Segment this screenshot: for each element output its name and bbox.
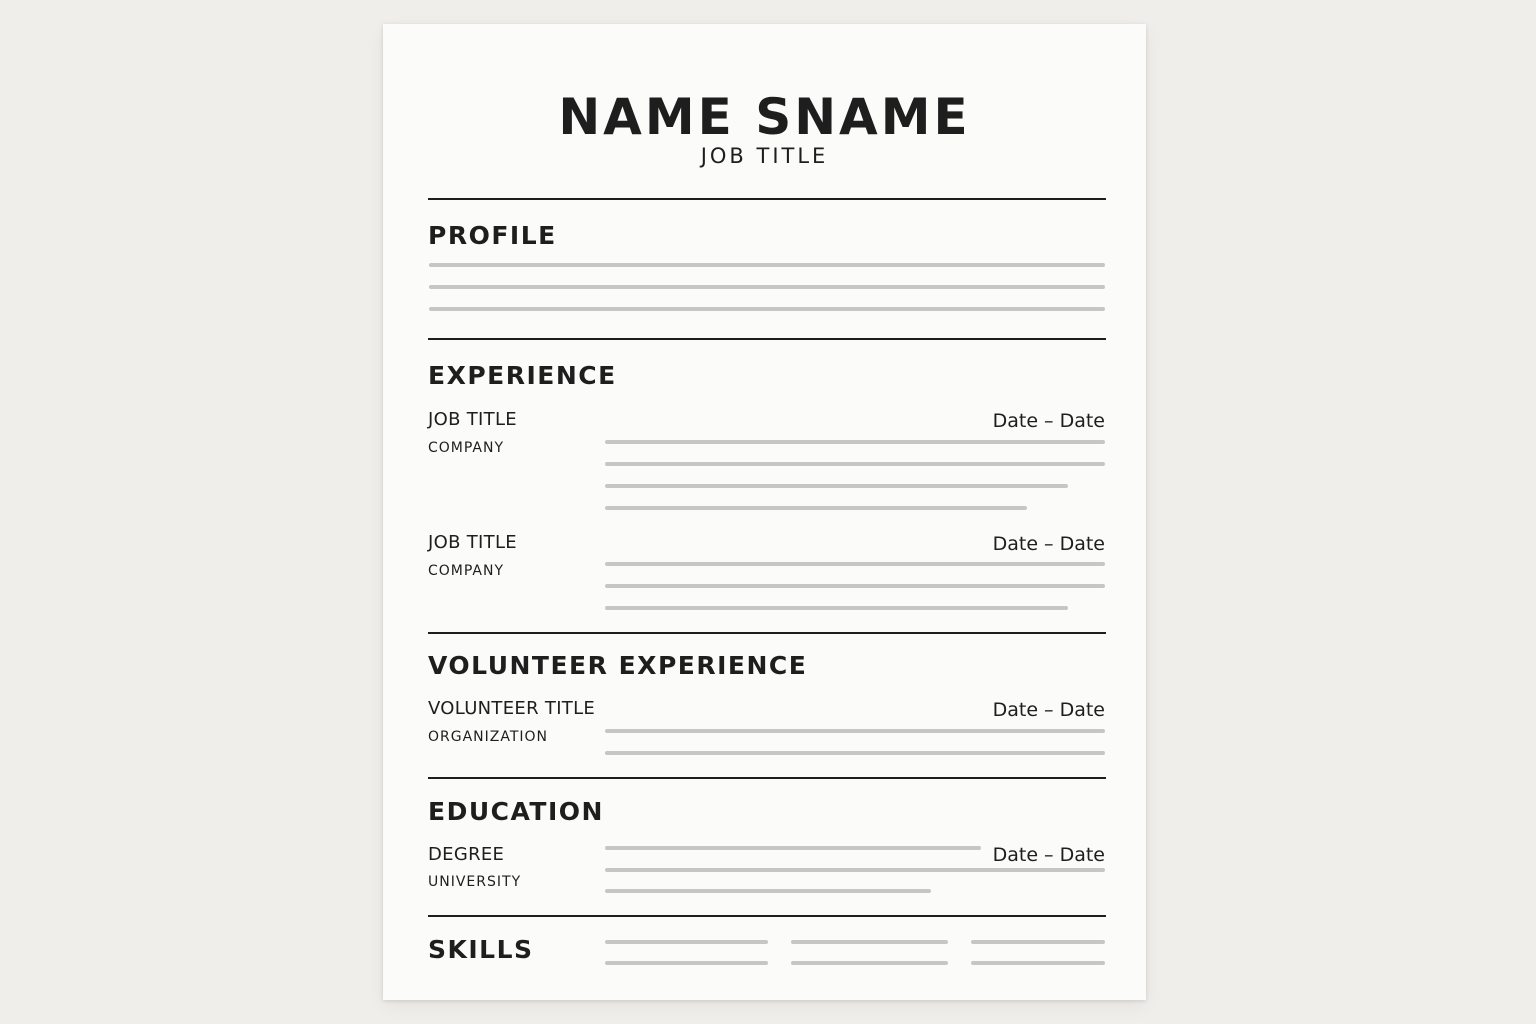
resume-job-title: JOB TITLE — [700, 144, 829, 168]
divider — [428, 198, 1106, 200]
placeholder-line — [429, 263, 1105, 267]
date-range: Date – Date — [992, 844, 1105, 866]
divider — [428, 338, 1106, 340]
divider — [428, 632, 1106, 634]
date-range: Date – Date — [992, 410, 1105, 432]
profile-heading: PROFILE — [428, 221, 557, 250]
placeholder-line — [791, 940, 948, 944]
placeholder-line — [605, 484, 1068, 488]
placeholder-line — [605, 846, 981, 850]
company-name: COMPANY — [428, 563, 505, 579]
placeholder-line — [605, 729, 1105, 733]
placeholder-line — [605, 606, 1068, 610]
job-title: JOB TITLE — [428, 409, 517, 430]
university-name: UNIVERSITY — [428, 874, 522, 890]
resume-page — [383, 24, 1146, 1000]
resume-name: NAME SNAME — [558, 88, 971, 146]
volunteer-heading: VOLUNTEER EXPERIENCE — [428, 651, 808, 680]
placeholder-line — [971, 961, 1105, 965]
placeholder-line — [429, 285, 1105, 289]
placeholder-line — [605, 940, 768, 944]
education-heading: EDUCATION — [428, 797, 604, 826]
placeholder-line — [605, 506, 1027, 510]
degree: DEGREE — [428, 844, 505, 865]
job-title: JOB TITLE — [428, 532, 517, 553]
placeholder-line — [429, 307, 1105, 311]
organization-name: ORGANIZATION — [428, 729, 549, 745]
placeholder-line — [605, 961, 768, 965]
placeholder-line — [605, 440, 1105, 444]
divider — [428, 915, 1106, 917]
placeholder-line — [605, 751, 1105, 755]
placeholder-line — [605, 562, 1105, 566]
placeholder-line — [605, 868, 1105, 872]
placeholder-line — [605, 462, 1105, 466]
skills-heading: SKILLS — [428, 935, 534, 964]
volunteer-title: VOLUNTEER TITLE — [428, 698, 596, 719]
date-range: Date – Date — [992, 699, 1105, 721]
divider — [428, 777, 1106, 779]
placeholder-line — [605, 584, 1105, 588]
placeholder-line — [791, 961, 948, 965]
placeholder-line — [605, 889, 931, 893]
experience-heading: EXPERIENCE — [428, 361, 617, 390]
company-name: COMPANY — [428, 440, 505, 456]
placeholder-line — [971, 940, 1105, 944]
date-range: Date – Date — [992, 533, 1105, 555]
